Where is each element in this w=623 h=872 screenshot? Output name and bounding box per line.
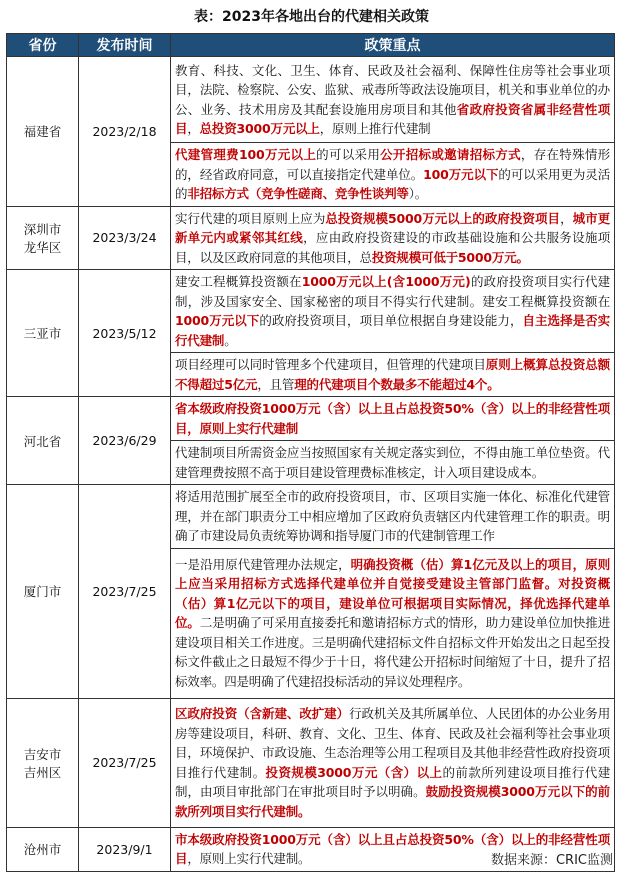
- table-row: [7, 397, 615, 441]
- policy-cell: [171, 485, 615, 549]
- highlighted-text: 城市更新单元内或紧邻其红线: [175, 210, 610, 245]
- policy-text: 建安工程概算投资额在: [175, 274, 302, 289]
- date-cell: 2023/7/25: [79, 485, 171, 699]
- highlighted-text: 公开招标或邀请招标方式: [380, 147, 521, 162]
- region-cell: 福建省: [7, 57, 79, 207]
- highlighted-text: 投资规模可低于5000万元。: [371, 249, 529, 265]
- policy-text: ，: [560, 210, 573, 226]
- policy-text: 教育、科技、文化、卫生、体育、民政及社会福利、保障性住房等社会事业项目，法院、检察院、公安、监狱、戒毒所等政法设施项目，机关和事业单位的办公、业务、技术用房及其配套设施用房项目和其他: [175, 62, 610, 117]
- policy-text: 代建制项目所需资金应当按照国家有关规定落实到位，不得由施工单位垫资。代建管理费按照不高于项目建设管理费标准核定，计入项目建设成本。: [175, 445, 610, 480]
- highlighted-text: 市本级政府投资1000万元（含）以上且占总投资50%（含）以上的非经营性项目: [175, 831, 610, 866]
- policy-text: ，原则上实行代建制。: [187, 851, 311, 866]
- policy-cell: [171, 57, 615, 143]
- policy-cell: [171, 441, 615, 485]
- policy-text: 的可以采用更为灵活的: [175, 166, 610, 201]
- policy-cell: [171, 698, 615, 827]
- policy-text: 。: [224, 332, 237, 348]
- policy-text: 行政机关及其所属单位、人民团体的办公业务用房等建设项目，科研、教育、文化、卫生、体育、民政及社会福利等社会事业项目，环境保护、市政设施、生态治理等公用工程项目及其他非经营性政府投资项目推行代建制。: [175, 706, 611, 780]
- date-cell: 2023/7/25: [79, 698, 171, 827]
- highlighted-text: 区政府投资（含新建、改扩建）: [175, 706, 350, 721]
- policy-text: 的政府投资项目实行代建制，涉及国家安全、国家秘密的项目不得实行代建制。建安工程概算投资额在: [175, 274, 610, 309]
- policy-cell: [171, 397, 615, 441]
- policy-table: [6, 33, 615, 872]
- policy-text: ，且管: [257, 376, 295, 392]
- highlighted-text: 省政府投资省属非经营性项目: [175, 101, 610, 136]
- data-source: 数据来源：CRIC监测: [490, 853, 613, 868]
- highlighted-text: 自主选择是否实行代建制: [175, 313, 610, 348]
- policy-text: 的前款所列建设项目推行代建制，由项目审批部门在审批项目时予以明确。: [175, 764, 610, 799]
- highlighted-text: 总投资规模5000万元以上的政府投资项目: [325, 210, 561, 226]
- policy-cell: [171, 206, 615, 270]
- policy-text: ，应由政府投资建设的市政基础设施和公共服务设施项目，以及区政府同意的其他项目，总: [175, 230, 610, 265]
- policy-text: 将适用范围扩展至全市的政府投资项目，市、区项目实施一体化、标准化代建管理，并在部门职责分工中相应增加了区政府负责辖区内代建管理工作的职责。明确了市建设局负责统筹协调和指导厦门市的代建制管理工作: [175, 489, 610, 543]
- policy-text: ，存在特殊情形的，经省政府同意，可以直接指定代建单位。: [175, 147, 610, 182]
- header-region: 省份: [7, 34, 79, 57]
- policy-cell: [171, 143, 615, 207]
- region-cell: 深圳市龙华区: [7, 206, 79, 270]
- policy-cell: [171, 270, 615, 353]
- policy-text: 项目经理可以同时管理多个代建项目，但管理的代建项目: [175, 357, 486, 372]
- region-cell: 厦门市: [7, 485, 79, 699]
- highlighted-text: 代建管理费100万元以上: [175, 147, 317, 162]
- table-row: [7, 270, 615, 353]
- date-cell: 2023/5/12: [79, 270, 171, 397]
- date-cell: 2023/9/1: [79, 827, 171, 871]
- highlighted-text: 100万元以下: [423, 166, 499, 182]
- highlighted-text: 非招标方式（竞争性磋商、竞争性谈判等: [187, 186, 409, 201]
- highlighted-text: 1000万元以上(含1000万元): [301, 274, 471, 289]
- policy-text: ，原则上推行代建制: [319, 121, 431, 136]
- table-row: [7, 57, 615, 143]
- highlighted-text: 理的代建项目个数最多不能超过4个。: [294, 376, 500, 392]
- policy-text: 的可以采用: [316, 147, 381, 162]
- header-date: 发布时间: [79, 34, 171, 57]
- table-header: [7, 34, 615, 57]
- header-policy: 政策重点: [171, 34, 615, 57]
- region-cell: 沧州市: [7, 827, 79, 871]
- highlighted-text: 省本级政府投资1000万元（含）以上且占总投资50%（含）以上的非经营性项目，原则上实行代建制: [175, 401, 610, 436]
- table-row: [7, 698, 615, 827]
- policy-text: 二是明确了可采用直接委托和邀请招标方式的情形，助力建设单位加快推进建设项目相关工作进度。三是明确代建招标文件自招标文件开始发出之日起至投标文件截止之日最短不得少于十日，将代建公开招标时间缩短了十日，提升了招标效率。四是明确了代建招投标活动的异议处理程序。: [175, 615, 610, 689]
- policy-cell: [171, 353, 615, 397]
- table-row: [7, 206, 615, 270]
- policy-text: 一是沿用原代建管理办法规定，: [175, 556, 351, 572]
- policy-cell: [171, 548, 615, 698]
- policy-text: 实行代建的项目原则上应为: [175, 210, 326, 226]
- highlighted-text: 投资规模3000万元（含）以上: [265, 764, 443, 780]
- policy-text: 的政府投资项目，项目单位根据自身建设能力，: [259, 313, 523, 328]
- region-cell: 河北省: [7, 397, 79, 485]
- highlighted-text: 原则上概算总投资总额不得超过5亿元: [175, 357, 610, 392]
- highlighted-text: 明确投资概（估）算1亿元及以上的项目，原则上应当采用招标方式选择代建单位并自觉接受建设主管部门监督。对投资概（估）算1亿元以下的项目，建设单位可根据项目实际情况，择优选择代建单位。: [175, 556, 611, 631]
- policy-text: ，: [187, 121, 200, 136]
- table-row: [7, 485, 615, 549]
- table-title: 表：2023年各地出台的代建相关政策: [194, 9, 429, 25]
- highlighted-text: 鼓励投资规模3000万元以下的前款所列项目实行代建制。: [175, 784, 610, 819]
- highlighted-text: 总投资3000万元以上: [199, 121, 320, 136]
- highlighted-text: 1000万元以下: [175, 313, 260, 328]
- region-cell: 三亚市: [7, 270, 79, 397]
- region-cell: 吉安市吉州区: [7, 698, 79, 827]
- date-cell: 2023/6/29: [79, 397, 171, 485]
- date-cell: 2023/3/24: [79, 206, 171, 270]
- date-cell: 2023/2/18: [79, 57, 171, 207]
- policy-text: ）。: [408, 186, 428, 201]
